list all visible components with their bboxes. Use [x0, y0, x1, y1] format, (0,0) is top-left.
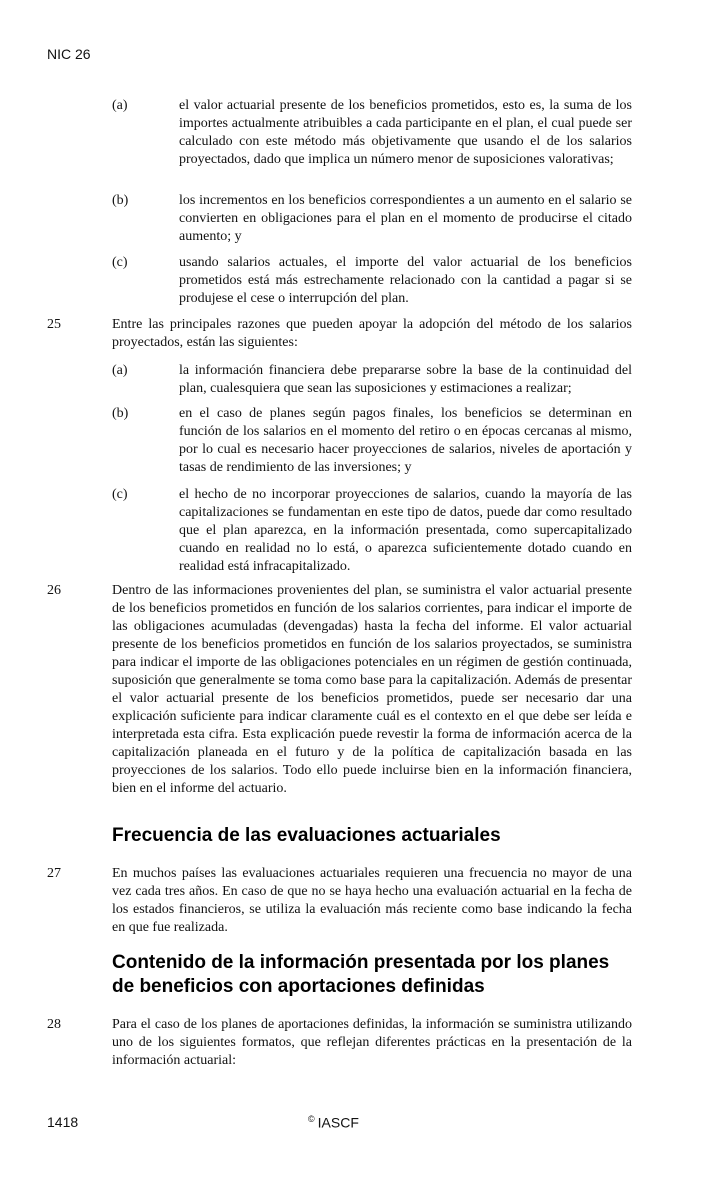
list-item-c: [112, 486, 632, 576]
list-item-label: (b): [112, 406, 129, 421]
list-item-text: los incrementos en los beneficios correspondientes a un aumento en el salario se convierten en obligaciones para el plan en el momento de producirse el citado aumento; y: [179, 193, 632, 244]
list-item-text: la información financiera debe prepararse sobre la base de la continuidad del plan, cualesquiera que sean las suposiciones y estimaciones a realizar;: [179, 363, 632, 396]
list-item-b: [112, 192, 632, 246]
list-item-text: el valor actuarial presente de los beneficios prometidos, esto es, la suma de los importes actualmente atribuibles a cada participante en el plan, el cual puede ser calculado con este método más objetivamente que usando el de los salarios proyectados, dado que implica un número menor de suposiciones valorativas;: [179, 98, 632, 167]
list-item-label: (a): [112, 363, 128, 378]
footer-organization: IASCF: [317, 1114, 359, 1131]
list-item-b: [112, 405, 632, 477]
footer-page-number: 1418: [47, 1114, 79, 1130]
paragraph-28-text: Para el caso de los planes de aportaciones definidas, la información se suministra utilizando uno de los siguientes formatos, que reflejan diferentes prácticas en la presentación de la información actuarial:: [112, 1017, 632, 1068]
list-item-label: (a): [112, 98, 128, 113]
section-heading-content: Contenido de la información presentada por los planes de beneficios con aportaciones definidas: [112, 952, 610, 997]
paragraph-27-text: En muchos países las evaluaciones actuariales requieren una frecuencia no mayor de una vez cada tres años. En caso de que no se haya hecho una evaluación actuarial en la fecha de los estados financieros, se utiliza la evaluación más reciente como base indicando la fecha en que fue realizada.: [112, 866, 632, 935]
list-item-a: [112, 97, 632, 169]
list-item-label: (b): [112, 193, 129, 208]
paragraph-number-26: 26: [47, 583, 61, 598]
list-item-a: [112, 362, 632, 398]
list-item-text: el hecho de no incorporar proyecciones de salarios, cuando la mayoría de las capitalizaciones se fundamentan en este tipo de datos, puede dar como resultado que el plan aparezca, en la información presentada, como supercapitalizado cuando en realidad no lo está, o aparezca suficientemente dotado cuando en realidad está infracapitalizado.: [179, 487, 632, 574]
paragraph-number-27: 27: [47, 866, 61, 881]
footer-copyright: [308, 1114, 359, 1131]
list-item-text: en el caso de planes según pagos finales, los beneficios se determinan en función de los salarios en el momento del retiro o en épocas cercanas al mismo, por lo cual es necesario hacer proyecciones de salarios, niveles de aportación y tasas de rendimiento de las inversiones; y: [179, 406, 632, 475]
section-heading-frequency: Frecuencia de las evaluaciones actuariales: [112, 825, 501, 846]
copyright-symbol: ©: [308, 1114, 315, 1124]
list-item-text: usando salarios actuales, el importe del valor actuarial de los beneficios prometidos está más estrechamente relacionado con la cantidad a pagar si se produjese el cese o interrupción del plan.: [179, 255, 632, 306]
paragraph-25-text: Entre las principales razones que pueden apoyar la adopción del método de los salarios proyectados, están las siguientes:: [112, 317, 632, 350]
list-item-label: (c): [112, 255, 128, 270]
paragraph-26-text: Dentro de las informaciones provenientes del plan, se suministra el valor actuarial presente de los beneficios prometidos en función de los salarios corrientes, para indicar el importe de las obligaciones acumuladas (devengadas) hasta la fecha del informe. El valor actuarial presente de los beneficios prometidos en función de los salarios proyectados, se suministra para indicar el importe de las obligaciones potenciales en un régimen de gestión continuada, suposición que generalmente se toma como base para la capitalización. Además de presentar el valor actuarial presente de los beneficios prometidos, puede ser necesario dar una explicación suficiente para indicar claramente cuál es el contexto en el que debe ser leída e interpretada esta cifra. Esta explicación puede revestir la forma de información acerca de la capitalización planeada en el futuro y de la política de capitalización basada en las proyecciones de los salarios. Todo ello puede incluirse bien en la información financiera, bien en el informe del actuario.: [112, 583, 632, 796]
list-item-c: [112, 254, 632, 308]
page-header-standard: NIC 26: [47, 46, 91, 62]
paragraph-number-28: 28: [47, 1017, 61, 1032]
list-item-label: (c): [112, 487, 128, 502]
paragraph-number-25: 25: [47, 317, 61, 332]
